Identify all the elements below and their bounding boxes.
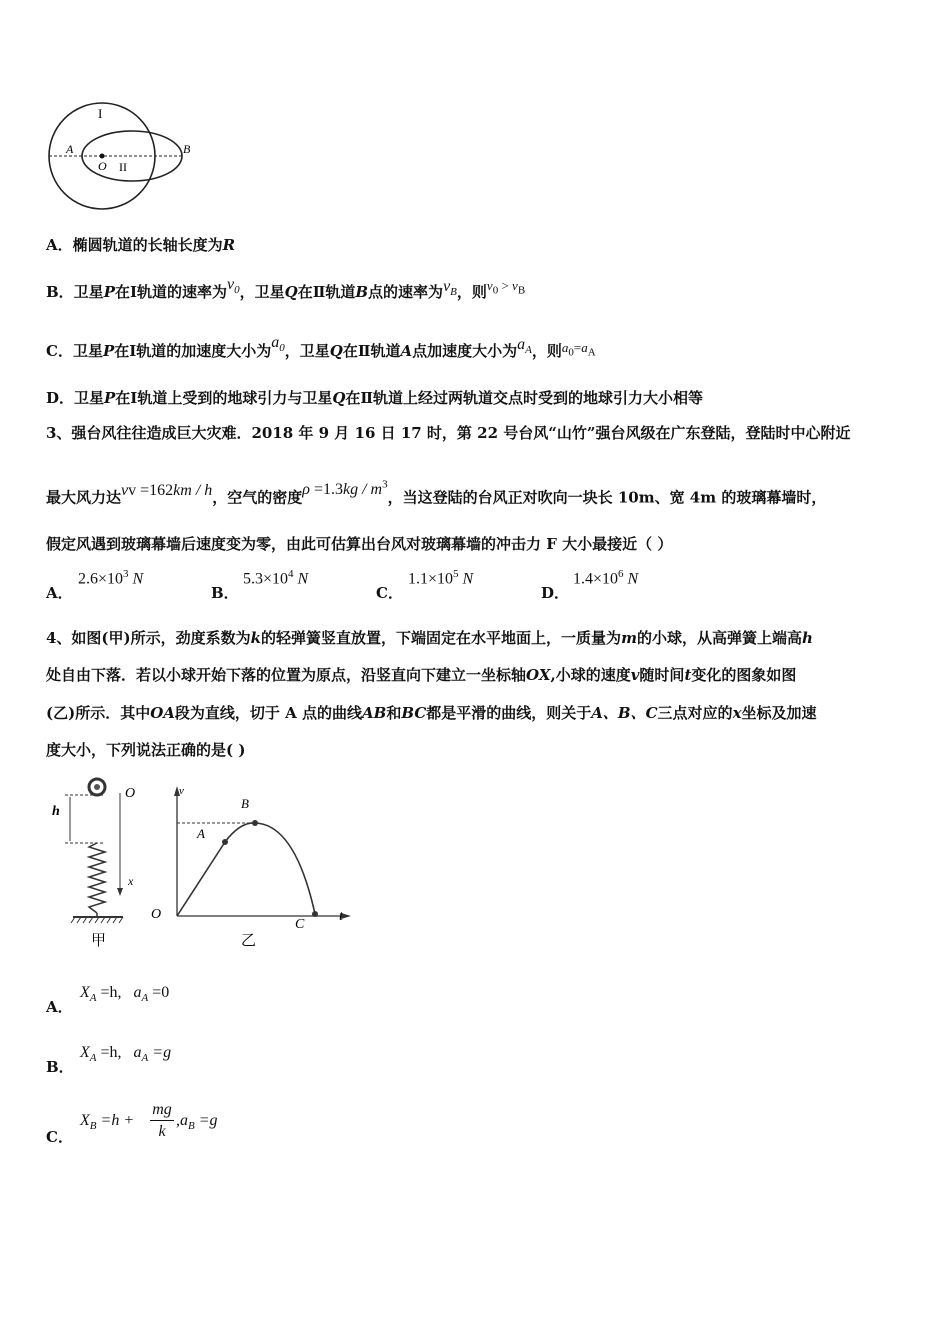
math-a0-eq-aA: $a_0=a_A$: [561, 340, 596, 359]
q4-line-1: 4、如图(甲)所示，劲度系数为k的轻弹簧竖直放置，下端固定在水平地面上，一质量为m的小球，从高弹簧上端高h: [46, 629, 813, 647]
math-aA: $a_A$: [517, 336, 532, 357]
text: 在Ⅱ轨道上经过两轨道交点时受到的地球引力大小相等: [345, 389, 704, 407]
q3-line-2: [46, 479, 827, 508]
label-A: A: [66, 142, 74, 156]
label-B: B: [183, 142, 191, 156]
label-II: II: [119, 160, 127, 174]
label-O-jia: O: [125, 786, 136, 801]
earth-center-dot: [100, 154, 105, 159]
text: 在Ⅱ轨道: [342, 342, 401, 360]
text: 在Ⅰ轨道上受到的地球引力与卫星: [115, 389, 333, 407]
math-v0: $v_0$: [227, 276, 240, 297]
text: 点的速率为: [368, 283, 444, 301]
var-Q: Q: [284, 283, 298, 301]
text: ，则: [456, 283, 487, 301]
point-B-marker: [252, 820, 258, 826]
point-C-marker: [312, 911, 318, 917]
text: C．卫星: [46, 342, 103, 360]
var-P: P: [104, 389, 116, 407]
point-B: B: [355, 283, 369, 301]
label-A-yi: A: [197, 826, 205, 841]
var-Q: Q: [332, 389, 346, 407]
curve-ABC: [225, 823, 315, 914]
q3-option-a: A． $2.6\times 10^3$ N: [46, 568, 144, 602]
text: ，卫星: [239, 283, 285, 301]
caption-yi: 乙: [241, 933, 257, 949]
point-A: A: [400, 342, 413, 360]
label-v: v: [179, 785, 184, 797]
text: ，卫星: [284, 342, 330, 360]
q2-option-d: [46, 388, 703, 408]
text: 在Ⅰ轨道的加速度大小为: [114, 342, 272, 360]
math-v-162: vv =162km / h: [121, 482, 213, 500]
label-t-yi: t: [339, 909, 343, 924]
q2-option-b: [46, 276, 526, 308]
orbit-figure: [45, 100, 205, 218]
q3-option-d: D． $1.4\times 10^6$ N: [541, 568, 639, 602]
text: B．卫星: [46, 283, 104, 301]
text: 最大风力达: [46, 488, 122, 507]
q3-option-b: B． $5.3\times 10^4$ N: [211, 568, 309, 602]
fraction-mg-over-k: mg k: [150, 1100, 174, 1143]
q2-option-c: [46, 334, 596, 367]
text: ，当这登陆的台风正对吹向一块长 10m、宽 4m 的玻璃幕墙时，: [387, 488, 827, 507]
vt-graph-yi: [145, 780, 365, 950]
q4-line-3: (乙)所示．其中OA段为直线，切于 A 点的曲线AB和BC都是平滑的曲线，则关于A、B、C三点对应的x坐标及加速: [46, 704, 817, 722]
var-P: P: [102, 342, 115, 360]
text: ，空气的密度: [212, 488, 303, 507]
math-v0-gt-vB: $v_0 > v_B$: [486, 278, 526, 297]
var-P: P: [103, 283, 115, 301]
label-C-yi: C: [295, 917, 305, 932]
label-B-yi: B: [241, 796, 249, 811]
segment-OA: [177, 842, 225, 916]
var-R: R: [222, 236, 236, 254]
q4-line-2: 处自由下落．若以小球开始下落的位置为原点，沿竖直向下建立一坐标轴OX,小球的速度v随时间t变化的图象如图: [46, 666, 797, 684]
q4-line-4: 度大小，下列说法正确的是( ): [46, 741, 246, 759]
label-O: O: [98, 159, 107, 173]
spring-figure-jia: [45, 775, 155, 950]
math-a0: $a_0$: [271, 334, 285, 355]
point-A-marker: [222, 839, 228, 845]
q2-option-a: [46, 235, 235, 255]
text: 在Ⅱ轨道: [297, 283, 356, 301]
text: D．卫星: [46, 389, 105, 407]
spring-coil: [89, 843, 105, 913]
q3-option-c: C． $1.1\times 10^5$ N: [376, 568, 474, 602]
text: 在Ⅰ轨道的速率为: [114, 283, 227, 301]
math-rho: $\rho =1.3kg / m^3$: [302, 479, 388, 499]
q2-a-text: A．椭圆轨道的长轴长度为: [46, 236, 223, 254]
label-h: h: [52, 804, 60, 819]
label-O-yi: O: [151, 907, 162, 922]
q3-line-3: 假定风遇到玻璃幕墙后速度变为零，由此可估算出台风对玻璃幕墙的冲击力 F 大小最接近（ ）: [46, 535, 673, 553]
text: ，则: [531, 342, 562, 360]
label-x-jia: x: [128, 874, 134, 888]
label-I: I: [98, 106, 103, 121]
q3-line-1: 3、强台风往往造成巨大灾难．2018 年 9 月 16 日 17 时，第 22 号台风“山竹”强台风级在广东登陆，登陆时中心附近: [46, 424, 851, 442]
math-vB: $v_B$: [443, 278, 457, 299]
text: 点加速度大小为: [412, 342, 518, 360]
var-Q: Q: [329, 342, 343, 360]
caption-jia: 甲: [91, 933, 107, 949]
